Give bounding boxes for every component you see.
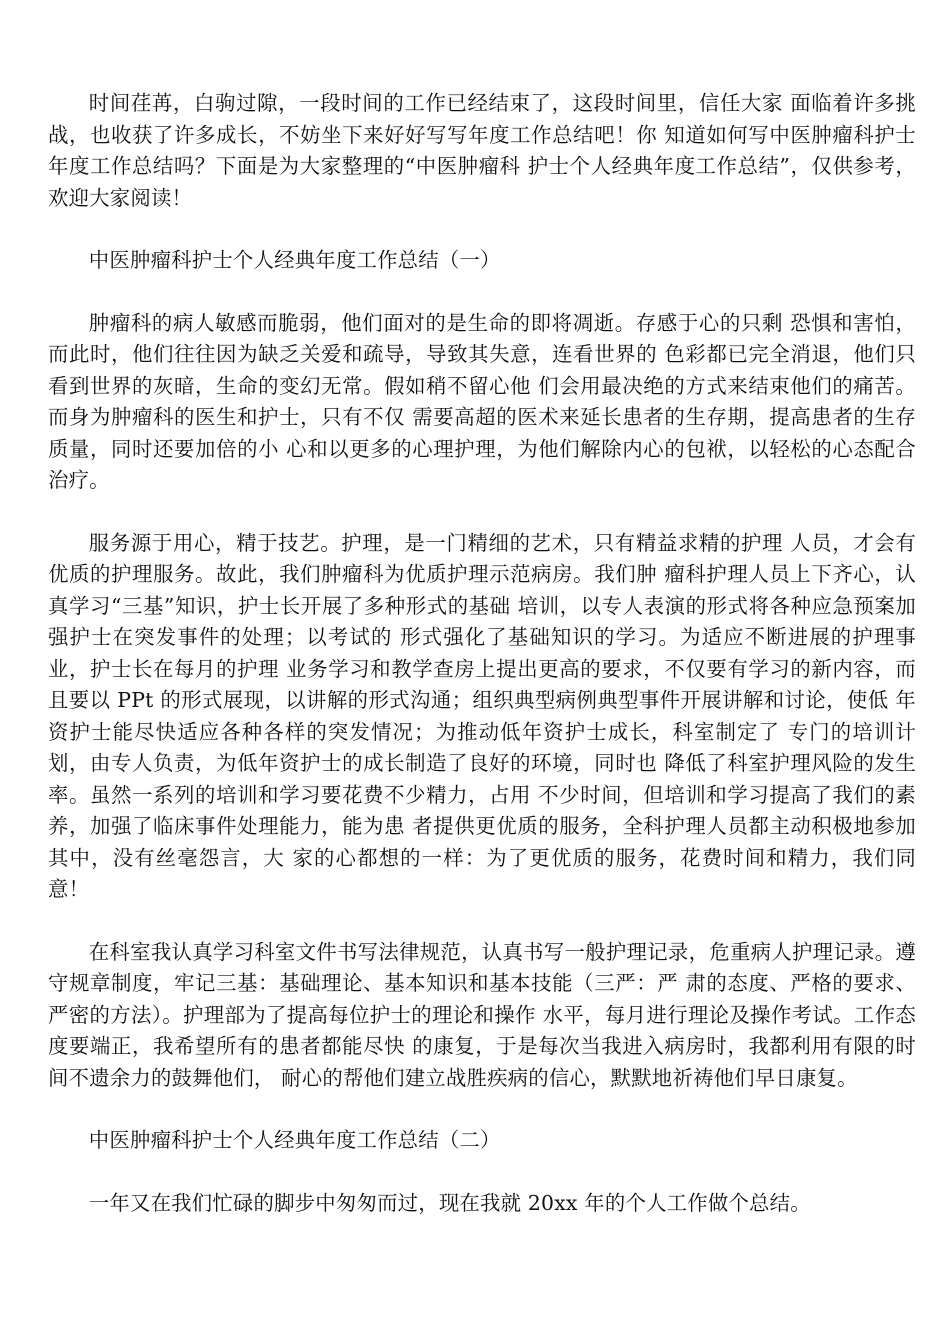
body-paragraph: 在科室我认真学习科室文件书写法律规范，认真书写一般护理记录，危重病人护理记录。遵守规章制度，牢记三基：基础理论、基本知识和基本技能（三严：严 肃的态度、严格的要求、严密的方法）。护理部为了提高每位护士的理论和操作 水平，每月进行理论及操作考试。工作态度要端正，我希望所有的患者都能尽快 的康复，于是每次当我进入病房时，我都利用有限的时间不遗余力的鼓舞他们， 耐心的帮他们建立战胜疾病的信心，默默地祈祷他们早日康复。 [48,939,916,1090]
section-heading-one: 中医肿瘤科护士个人经典年度工作总结（一） [88,248,501,272]
intro-paragraph: 时间荏苒，白驹过隙，一段时间的工作已经结束了，这段时间里，信任大家 面临着许多挑战，也收获了许多成长，不妨坐下来好好写写年度工作总结吧！你 知道如何写中医肿瘤科护士年度工作总结吗？下面是为大家整理的“中医肿瘤科 护士个人经典年度工作总结”，仅供参考，欢迎大家阅读！ [48,91,916,210]
section-heading-two: 中医肿瘤科护士个人经典年度工作总结（二） [88,1128,501,1152]
document-page [48,88,916,1250]
body-paragraph: 一年又在我们忙碌的脚步中匆匆而过，现在我就 20xx 年的个人工作做个总结。 [88,1190,811,1215]
body-paragraph: 服务源于用心，精于技艺。护理，是一门精细的艺术，只有精益求精的护理 人员，才会有优质的护理服务。故此，我们肿瘤科为优质护理示范病房。我们肿 瘤科护理人员上下齐心，认真学习“三基”知识，护士长开展了多种形式的基础 培训，以专人表演的形式将各种应急预案加强护士在突发事件的处理；以考试的 形式强化了基础知识的学习。为适应不断进展的护理事业，护士长在每月的护理 业务学习和教学查房上提出更高的要求，不仅要有学习的新内容，而且要以 PPt 的形式展现，以讲解的形式沟通；组织典型病例典型事件开展讲解和讨论，使低 年资护士能尽快适应各种各样的突发情况；为推动低年资护士成长，科室制定了 专门的培训计划，由专人负责，为低年资护士的成长制造了良好的环境，同时也 降低了科室护理风险的发生率。虽然一系列的培训和学习要花费不少精力，占用 不少时间，但培训和学习提高了我们的素养，加强了临床事件处理能力，能为患 者提供更优质的服务，全科护理人员都主动积极地参加其中，没有丝毫怨言，大 家的心都想的一样：为了更优质的服务，花费时间和精力，我们同意！ [48,530,916,901]
body-paragraph: 肿瘤科的病人敏感而脆弱，他们面对的是生命的即将凋逝。存感于心的只剩 恐惧和害怕，而此时，他们往往因为缺乏关爱和疏导，导致其失意，连看世界的 色彩都已完全消退，他们只看到世界的灰暗，生命的变幻无常。假如稍不留心他 们会用最决绝的方式来结束他们的痛苦。而身为肿瘤科的医生和护士，只有不仅 需要高超的医术来延长患者的生存期，提高患者的生存质量，同时还要加倍的小 心和以更多的心理护理，为他们解除内心的包袱，以轻松的心态配合治疗。 [48,310,916,492]
